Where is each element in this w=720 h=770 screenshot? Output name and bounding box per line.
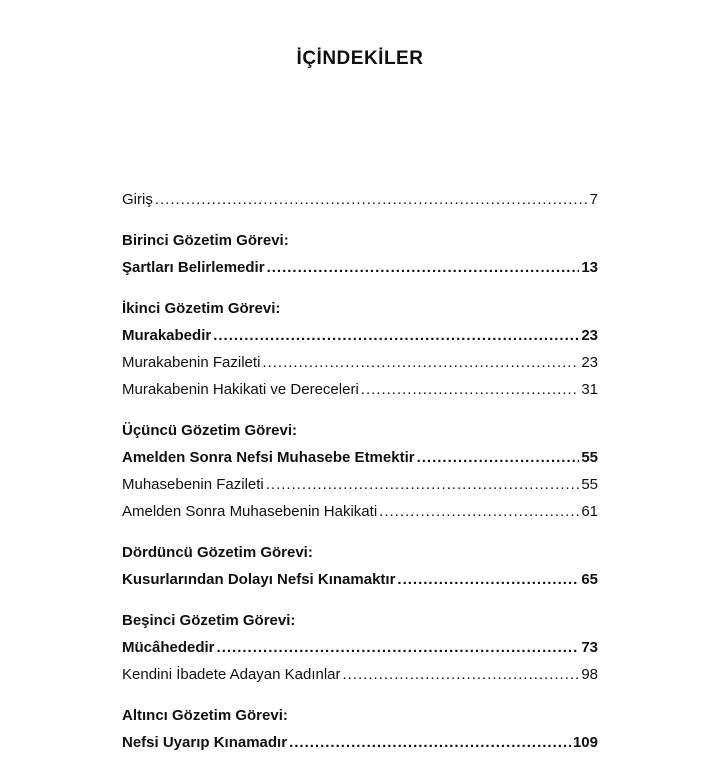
toc-section	[122, 417, 598, 525]
toc-entry-sub[interactable]	[122, 376, 598, 403]
toc-entry-label: Kendini İbadete Adayan Kadınlar	[122, 666, 341, 683]
toc-entry-main[interactable]	[122, 254, 598, 281]
toc-entry-page: 73	[581, 639, 598, 656]
toc-section	[122, 702, 598, 756]
toc-entry-sub[interactable]	[122, 349, 598, 376]
toc-entry-page: 65	[581, 571, 598, 588]
dot-leader	[417, 444, 580, 471]
toc-entry-label: Kusurlarından Dolayı Nefsi Kınamaktır	[122, 571, 396, 588]
dot-leader	[397, 566, 579, 593]
section-heading: Üçüncü Gözetim Görevi:	[122, 422, 298, 439]
toc-entry-page: 23	[581, 327, 598, 344]
toc-intro	[122, 186, 598, 213]
dot-leader	[361, 376, 580, 403]
toc-entry-main[interactable]	[122, 566, 598, 593]
toc-section	[122, 295, 598, 403]
section-heading: İkinci Gözetim Görevi:	[122, 300, 281, 317]
toc-entry-label: Murakabedir	[122, 327, 212, 344]
toc-entry-label: Giriş	[122, 191, 153, 208]
toc-section	[122, 227, 598, 281]
toc-entry-label: Mücâhededir	[122, 639, 215, 656]
toc-entry-label: Murakabenin Hakikati ve Dereceleri	[122, 381, 359, 398]
page-title: İÇİNDEKİLER	[296, 48, 424, 69]
dot-leader	[267, 254, 580, 281]
toc-entry-label: Muhasebenin Fazileti	[122, 476, 264, 493]
toc-entry-label: Amelden Sonra Muhasebenin Hakikati	[122, 503, 378, 520]
section-heading: Beşinci Gözetim Görevi:	[122, 612, 296, 629]
dot-leader	[289, 729, 571, 756]
toc-entry-sub[interactable]	[122, 471, 598, 498]
toc-entry[interactable]	[122, 186, 598, 213]
dot-leader	[213, 322, 579, 349]
toc-section	[122, 539, 598, 593]
dot-leader	[379, 498, 579, 525]
toc-entry-main[interactable]	[122, 634, 598, 661]
dot-leader	[343, 661, 580, 688]
dot-leader	[155, 186, 588, 213]
table-of-contents	[122, 186, 598, 770]
toc-entry-label: Amelden Sonra Nefsi Muhasebe Etmektir	[122, 449, 415, 466]
toc-entry-page: 31	[581, 381, 598, 398]
dot-leader	[217, 634, 580, 661]
toc-entry-page: 7	[589, 191, 598, 208]
toc-entry-page: 23	[581, 354, 598, 371]
dot-leader	[262, 349, 579, 376]
section-heading: Altıncı Gözetim Görevi:	[122, 707, 288, 724]
toc-entry-main[interactable]	[122, 729, 598, 756]
toc-entry-page: 98	[581, 666, 598, 683]
dot-leader	[266, 471, 580, 498]
section-heading: Birinci Gözetim Görevi:	[122, 232, 289, 249]
toc-entry-sub[interactable]	[122, 498, 598, 525]
toc-entry-page: 55	[581, 449, 598, 466]
toc-entry-label: Nefsi Uyarıp Kınamadır	[122, 734, 288, 751]
toc-entry-sub[interactable]	[122, 661, 598, 688]
toc-entry-page: 55	[581, 476, 598, 493]
toc-entry-page: 109	[572, 734, 598, 751]
toc-entry-main[interactable]	[122, 322, 598, 349]
toc-entry-page: 13	[581, 259, 598, 276]
toc-entry-label: Murakabenin Fazileti	[122, 354, 261, 371]
toc-section	[122, 607, 598, 688]
section-heading: Dördüncü Gözetim Görevi:	[122, 544, 313, 561]
toc-entry-main[interactable]	[122, 444, 598, 471]
toc-entry-page: 61	[581, 503, 598, 520]
toc-entry-label: Şartları Belirlemedir	[122, 259, 265, 276]
